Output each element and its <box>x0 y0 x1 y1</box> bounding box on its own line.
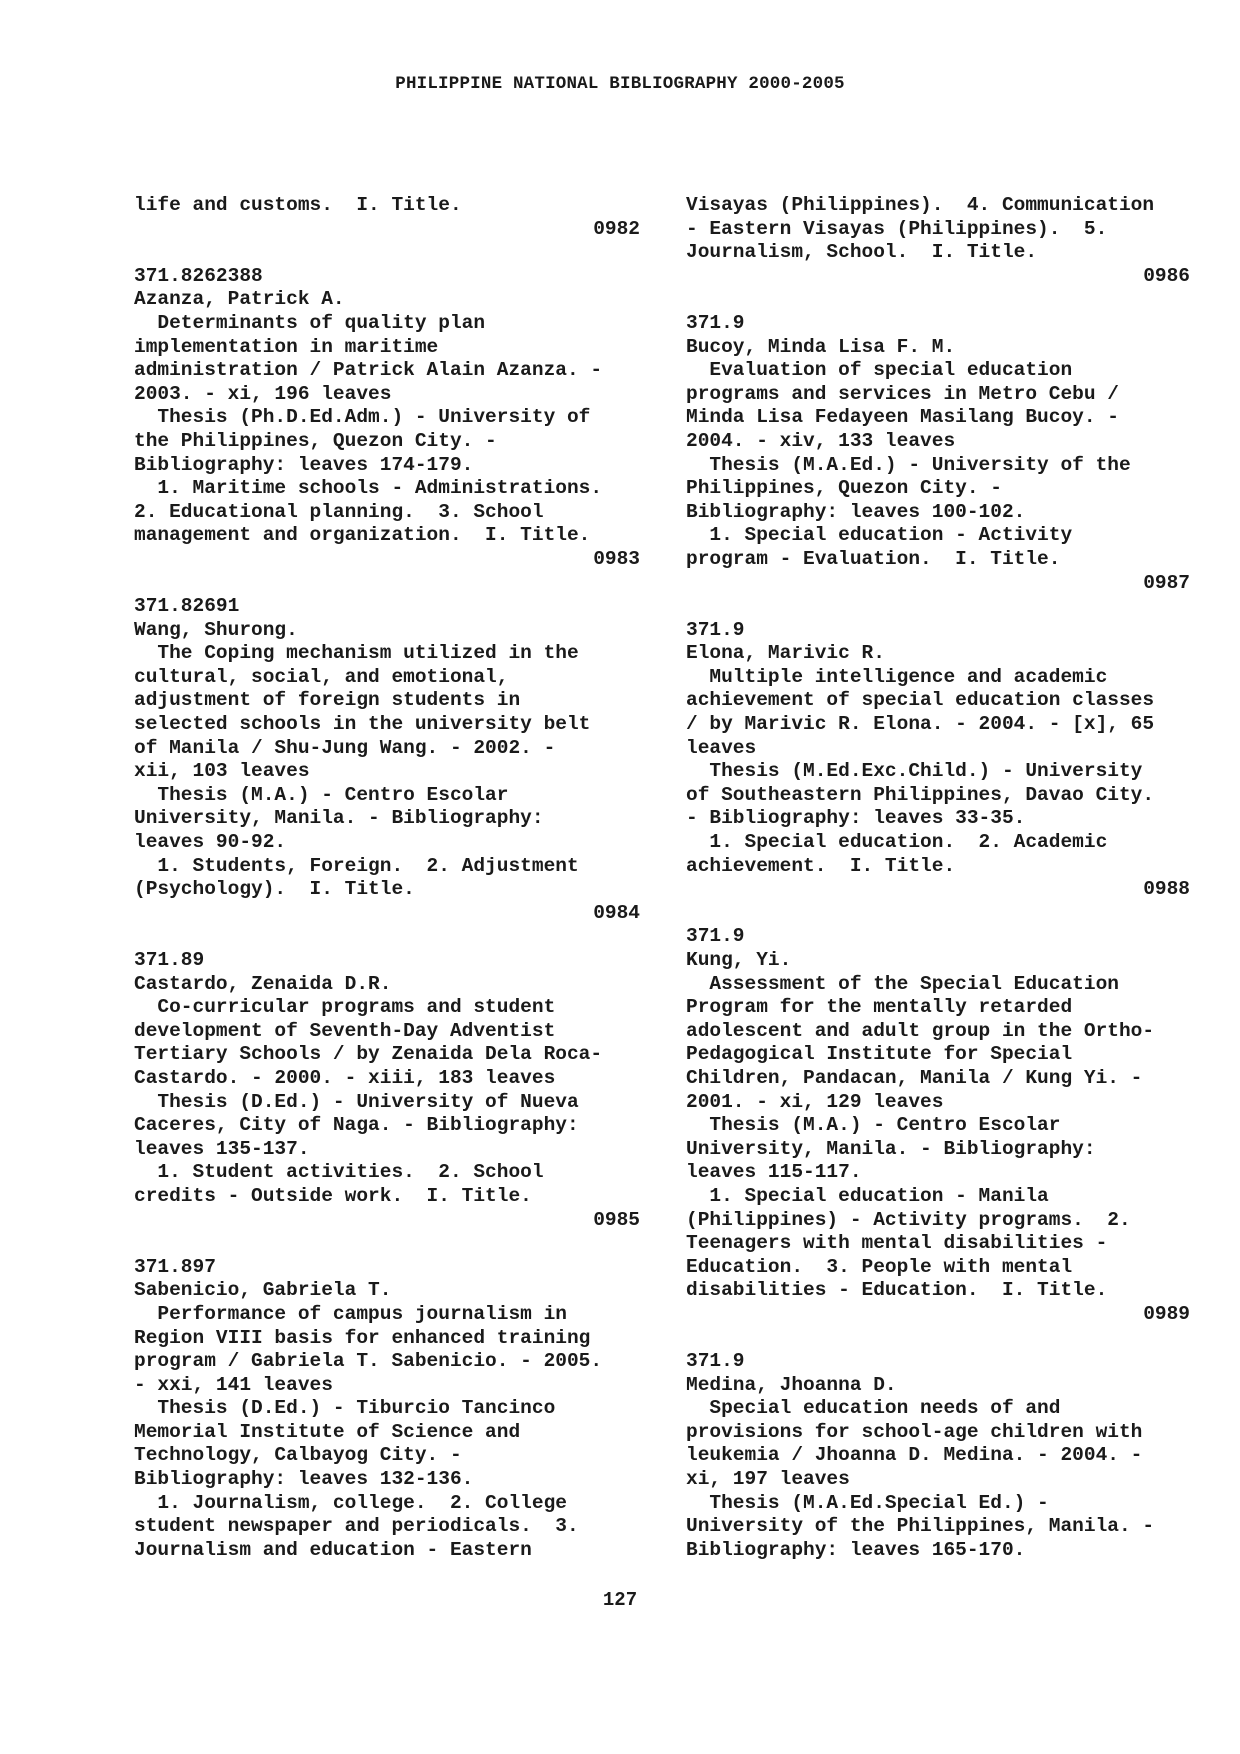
entry-line: Wang, Shurong. <box>134 618 298 641</box>
right-column <box>686 194 1190 1562</box>
entry-number: 0988 <box>1143 878 1190 901</box>
entry-line: Elona, Marivic R. <box>686 642 885 665</box>
entry-line: disabilities - Education. I. Title. <box>686 1279 1108 1302</box>
entry-line: program - Evaluation. I. Title. <box>686 547 1061 570</box>
entry-line: leukemia / Jhoanna D. Medina. - 2004. - <box>686 1444 1143 1467</box>
entry-number: 0983 <box>593 547 640 570</box>
entry-line: 1. Maritime schools - Administrations. <box>134 477 603 500</box>
entry-line: leaves 90-92. <box>134 831 287 854</box>
entry-line: 2. Educational planning. 3. School <box>134 500 544 523</box>
entry-spacer <box>686 1327 1190 1351</box>
entry-line: Children, Pandacan, Manila / Kung Yi. - <box>686 1066 1143 1089</box>
entry-line: The Coping mechanism utilized in the <box>134 642 579 665</box>
entry-spacer <box>686 902 1190 926</box>
entry-line: Visayas (Philippines). 4. Communication <box>686 194 1155 216</box>
entry-spacer <box>134 572 640 596</box>
entry-number: 0986 <box>1143 264 1190 287</box>
entry-number: 0984 <box>593 901 640 924</box>
entry-number: 0985 <box>593 1208 640 1231</box>
entry-line: (Philippines) - Activity programs. 2. <box>686 1208 1131 1231</box>
page-header: PHILIPPINE NATIONAL BIBLIOGRAPHY 2000-2005 <box>395 74 845 94</box>
entry-line: Castardo. - 2000. - xiii, 183 leaves <box>134 1066 556 1089</box>
entry-line: Pedagogical Institute for Special <box>686 1043 1073 1066</box>
entry-line: Bibliography: leaves 165-170. <box>686 1538 1026 1561</box>
entry-line: Minda Lisa Fedayeen Masilang Bucoy. - <box>686 406 1119 429</box>
entry-line: Thesis (D.Ed.) - Tiburcio Tancinco <box>134 1397 556 1420</box>
entry-line: 371.9 <box>686 311 745 334</box>
entry-line: Multiple intelligence and academic <box>686 665 1108 688</box>
entry-line: leaves 115-117. <box>686 1161 862 1184</box>
entry-line: Bibliography: leaves 132-136. <box>134 1468 474 1491</box>
entry-line: 2001. - xi, 129 leaves <box>686 1090 944 1113</box>
entry-number: 0987 <box>1143 571 1190 594</box>
bibliography-entry <box>134 595 640 925</box>
entry-number: 0989 <box>1143 1302 1190 1325</box>
entry-line: Medina, Jhoanna D. <box>686 1373 897 1396</box>
entry-line: 371.82691 <box>134 595 240 618</box>
page-number: 127 <box>602 1589 638 1611</box>
entry-line: Education. 3. People with mental <box>686 1255 1073 1278</box>
entry-line: administration / Patrick Alain Azanza. - <box>134 359 603 382</box>
entry-line: University, Manila. - Bibliography: <box>134 807 544 830</box>
entry-line: xii, 103 leaves <box>134 760 310 783</box>
entry-line: life and customs. I. Title. <box>134 194 462 216</box>
entry-line: xi, 197 leaves <box>686 1468 850 1491</box>
entry-line: Journalism, School. I. Title. <box>686 241 1038 264</box>
entry-line: of Southeastern Philippines, Davao City. <box>686 783 1155 806</box>
entry-line: Thesis (D.Ed.) - University of Nueva <box>134 1090 579 1113</box>
entry-line: 371.897 <box>134 1255 216 1278</box>
entry-spacer <box>134 925 640 949</box>
entry-line: - Bibliography: leaves 33-35. <box>686 807 1026 830</box>
entry-line: Bibliography: leaves 174-179. <box>134 453 474 476</box>
entry-spacer <box>686 595 1190 619</box>
entry-line: development of Seventh-Day Adventist <box>134 1019 556 1042</box>
entry-line: 371.9 <box>686 618 745 641</box>
entry-line: student newspaper and periodicals. 3. <box>134 1515 579 1538</box>
entry-line: leaves <box>686 736 757 759</box>
entry-line: adjustment of foreign students in <box>134 689 521 712</box>
entry-line: Sabenicio, Gabriela T. <box>134 1279 392 1302</box>
entry-line: management and organization. I. Title. <box>134 524 591 547</box>
entry-line: provisions for school-age children with <box>686 1420 1143 1443</box>
entry-line: Bibliography: leaves 100-102. <box>686 500 1026 523</box>
entry-line: leaves 135-137. <box>134 1137 310 1160</box>
entry-line: 1. Student activities. 2. School <box>134 1161 544 1184</box>
entry-line: selected schools in the university belt <box>134 713 591 736</box>
entry-line: Azanza, Patrick A. <box>134 288 345 311</box>
entry-line: Journalism and education - Eastern <box>134 1538 532 1561</box>
entry-line: Co-curricular programs and student <box>134 996 556 1019</box>
entry-line: Thesis (M.A.) - Centro Escolar <box>686 1114 1061 1137</box>
entry-line: Memorial Institute of Science and <box>134 1420 521 1443</box>
bibliography-entry <box>686 925 1190 1326</box>
entry-line: Evaluation of special education <box>686 359 1073 382</box>
entry-line: Program for the mentally retarded <box>686 996 1073 1019</box>
entry-line: programs and services in Metro Cebu / <box>686 382 1119 405</box>
entry-line: 2003. - xi, 196 leaves <box>134 382 392 405</box>
entry-line: (Psychology). I. Title. <box>134 878 415 901</box>
entry-line: of Manila / Shu-Jung Wang. - 2002. - <box>134 736 556 759</box>
entry-line: Thesis (M.A.Ed.) - University of the <box>686 453 1131 476</box>
entry-line: Performance of campus journalism in <box>134 1302 567 1325</box>
entry-line: / by Marivic R. Elona. - 2004. - [x], 65 <box>686 713 1155 736</box>
bibliography-entry <box>686 619 1190 902</box>
entry-line: achievement. I. Title. <box>686 854 956 877</box>
entry-line: 1. Special education - Manila <box>686 1184 1049 1207</box>
entry-line: Technology, Calbayog City. - <box>134 1444 462 1467</box>
entry-number: 0982 <box>593 217 640 240</box>
entry-line: credits - Outside work. I. Title. <box>134 1184 532 1207</box>
entry-line: 371.8262388 <box>134 264 263 287</box>
bibliography-entry <box>686 1350 1190 1562</box>
entry-line: Bucoy, Minda Lisa F. M. <box>686 335 956 358</box>
bibliography-entry <box>134 949 640 1232</box>
left-column <box>134 194 640 1562</box>
entry-line: the Philippines, Quezon City. - <box>134 429 497 452</box>
bibliography-entry <box>134 265 640 572</box>
entry-line: Determinants of quality plan <box>134 311 486 334</box>
entry-line: Thesis (M.A.Ed.Special Ed.) - <box>686 1491 1049 1514</box>
bibliography-entry <box>134 194 640 241</box>
entry-spacer <box>686 288 1190 312</box>
entry-line: University, Manila. - Bibliography: <box>686 1137 1096 1160</box>
entry-line: achievement of special education classes <box>686 689 1155 712</box>
entry-line: 1. Special education - Activity <box>686 524 1073 547</box>
entry-line: Philippines, Quezon City. - <box>686 477 1002 500</box>
entry-line: 371.9 <box>686 925 745 948</box>
bibliography-entry <box>134 1256 640 1563</box>
entry-line: program / Gabriela T. Sabenicio. - 2005. <box>134 1350 603 1373</box>
entry-line: Assessment of the Special Education <box>686 972 1119 995</box>
entry-line: 1. Students, Foreign. 2. Adjustment <box>134 854 579 877</box>
entry-line: 371.9 <box>686 1350 745 1373</box>
bibliography-entry <box>686 194 1190 288</box>
bibliography-entry <box>686 312 1190 595</box>
entry-spacer <box>134 1232 640 1256</box>
entry-line: Kung, Yi. <box>686 949 792 971</box>
entry-line: Thesis (Ph.D.Ed.Adm.) - University of <box>134 406 591 429</box>
entry-line: Thesis (M.Ed.Exc.Child.) - University <box>686 760 1143 783</box>
entry-line: adolescent and adult group in the Ortho- <box>686 1019 1155 1042</box>
entry-line: Castardo, Zenaida D.R. <box>134 972 392 995</box>
entry-line: 2004. - xiv, 133 leaves <box>686 429 956 452</box>
entry-line: Region VIII basis for enhanced training <box>134 1326 591 1349</box>
entry-line: - Eastern Visayas (Philippines). 5. <box>686 217 1108 240</box>
entry-line: 1. Journalism, college. 2. College <box>134 1491 567 1514</box>
entry-line: - xxi, 141 leaves <box>134 1373 333 1396</box>
entry-line: Caceres, City of Naga. - Bibliography: <box>134 1114 579 1137</box>
entry-line: Special education needs of and <box>686 1397 1061 1420</box>
entry-spacer <box>134 241 640 265</box>
entry-line: 1. Special education. 2. Academic <box>686 831 1108 854</box>
entry-line: Tertiary Schools / by Zenaida Dela Roca- <box>134 1043 603 1066</box>
entry-line: 371.89 <box>134 949 205 971</box>
entry-line: implementation in maritime <box>134 335 439 358</box>
entry-line: Teenagers with mental disabilities - <box>686 1232 1108 1255</box>
entry-line: Thesis (M.A.) - Centro Escolar <box>134 783 509 806</box>
entry-line: cultural, social, and emotional, <box>134 665 509 688</box>
entry-line: University of the Philippines, Manila. - <box>686 1515 1155 1538</box>
